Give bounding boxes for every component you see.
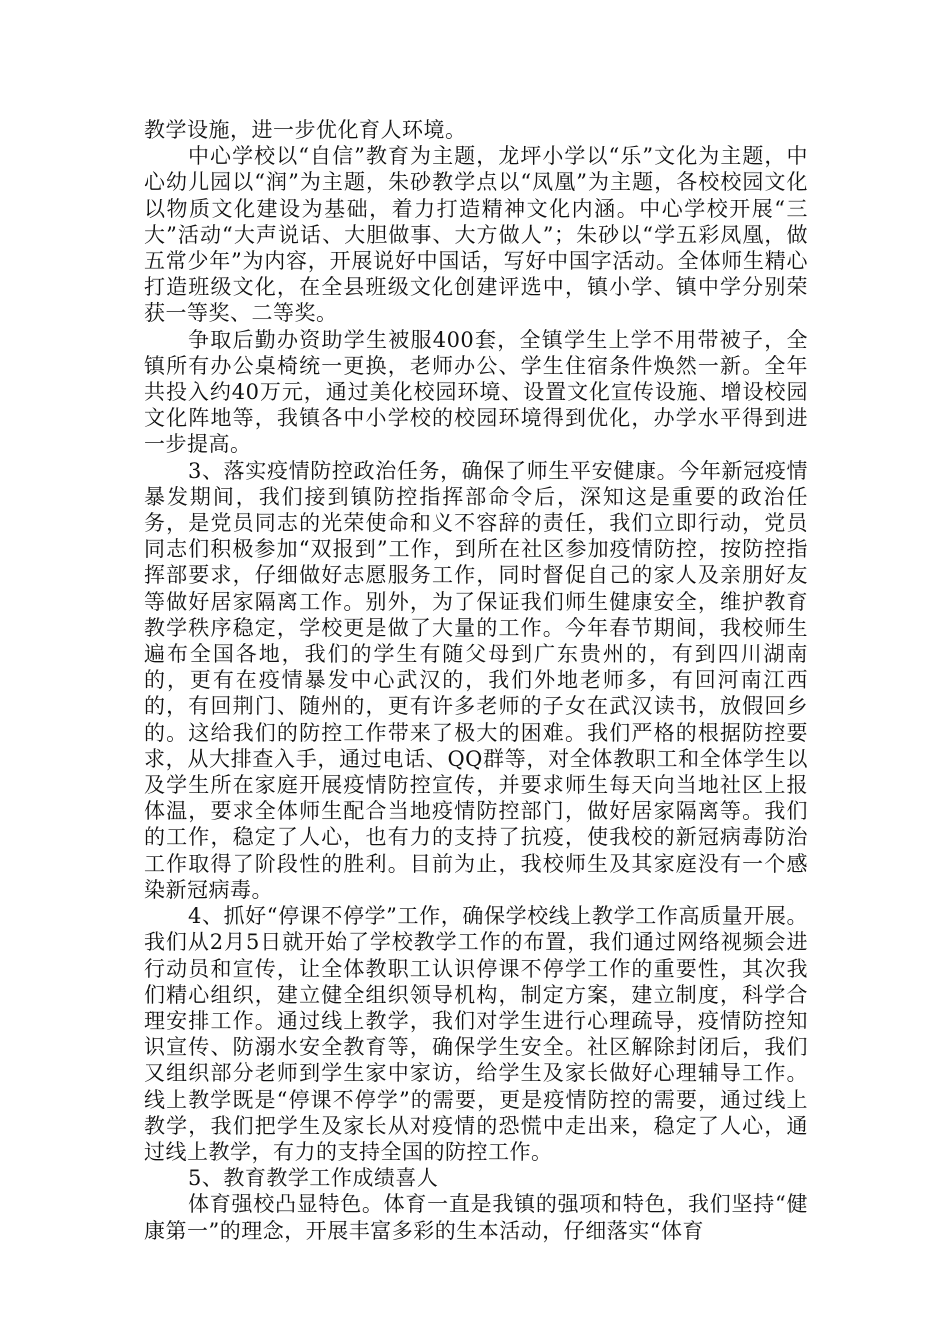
paragraph-1: 教学设施，进一步优化育人环境。 (144, 118, 467, 142)
document-body (144, 117, 808, 1244)
section-heading-5: 5、教育教学工作成绩喜人 (188, 1166, 439, 1191)
paragraph-3: 争取后勤办资助学生被服400套，全镇学生上学不用带被子，全镇所有办公桌椅统一更换，老师办公、学生住宿条件焕然一新。全年共投入约40万元，通过美化校园环境、设置文化宣传设施、增设校园文化阵地等，我镇各中小学校的校园环境得到优化，办学水平得到进一步提高。 (144, 327, 808, 457)
paragraph-2: 中心学校以“自信”教育为主题，龙坪小学以“乐”文化为主题，中心幼儿园以“润”为主题，朱砂教学点以“凤凰”为主题，各校校园文化以物质文化建设为基础，着力打造精神文化内涵。中心学校开展“三大”活动“大声说话、大胆做事、大方做人”；朱砂以“学五彩凤凰，做五常少年”为内容，开展说好中国话，写好中国字活动。全体师生精心打造班级文化，在全县班级文化创建评选中，镇小学、镇中学分别荣获一等奖、二等奖。 (144, 144, 808, 326)
paragraph-5: 4、抓好“停课不停学”工作，确保学校线上教学工作高质量开展。我们从2月5日就开始了学校教学工作的布置，我们通过网络视频会进行动员和宣传，让全体教职工认识停课不停学工作的重要性，其次我们精心组织，建立健全组织领导机构，制定方案，建立制度，科学合理安排工作。通过线上教学，我们对学生进行心理疏导，疫情防控知识宣传、防溺水安全教育等，确保学生安全。社区解除封闭后，我们又组织部分老师到学生家中家访，给学生及家长做好心理辅导工作。线上教学既是“停课不停学”的需要，更是疫情防控的需要，通过线上教学，我们把学生及家长从对疫情的恐慌中走出来，稳定了人心，通过线上教学，有力的支持全国的防控工作。 (144, 904, 808, 1164)
paragraph-4: 3、落实疫情防控政治任务，确保了师生平安健康。今年新冠疫情暴发期间，我们接到镇防控指挥部命令后，深知这是重要的政治任务，是党员同志的光荣使命和义不容辞的责任，我们立即行动，党员同志们积极参加“双报到”工作，到所在社区参加疫情防控，按防控指挥部要求，仔细做好志愿服务工作，同时督促自己的家人及亲朋好友等做好居家隔离工作。别外，为了保证我们师生健康安全，维护教育教学秩序稳定，学校更是做了大量的工作。今年春节期间，我校师生遍布全国各地，我们的学生有随父母到广东贵州的，有到四川湖南的，更有在疫情暴发中心武汉的，我们外地老师多，有回河南江西的，有回荆门、随州的，更有许多老师的子女在武汉读书，放假回乡的。这给我们的防控工作带来了极大的困难。我们严格的根据防控要求，从大排查入手，通过电话、QQ群等，对全体教职工和全体学生以及学生所在家庭开展疫情防控宣传，并要求师生每天向当地社区上报体温，要求全体师生配合当地疫情防控部门，做好居家隔离等。我们的工作，稳定了人心，也有力的支持了抗疫，使我校的新冠病毒防治工作取得了阶段性的胜利。目前为止，我校师生及其家庭没有一个感染新冠病毒。 (144, 458, 808, 902)
paragraph-6: 体育强校凸显特色。体育一直是我镇的强项和特色，我们坚持“健康第一”的理念，开展丰富多彩的生本活动，仔细落实“体育 (144, 1192, 808, 1243)
